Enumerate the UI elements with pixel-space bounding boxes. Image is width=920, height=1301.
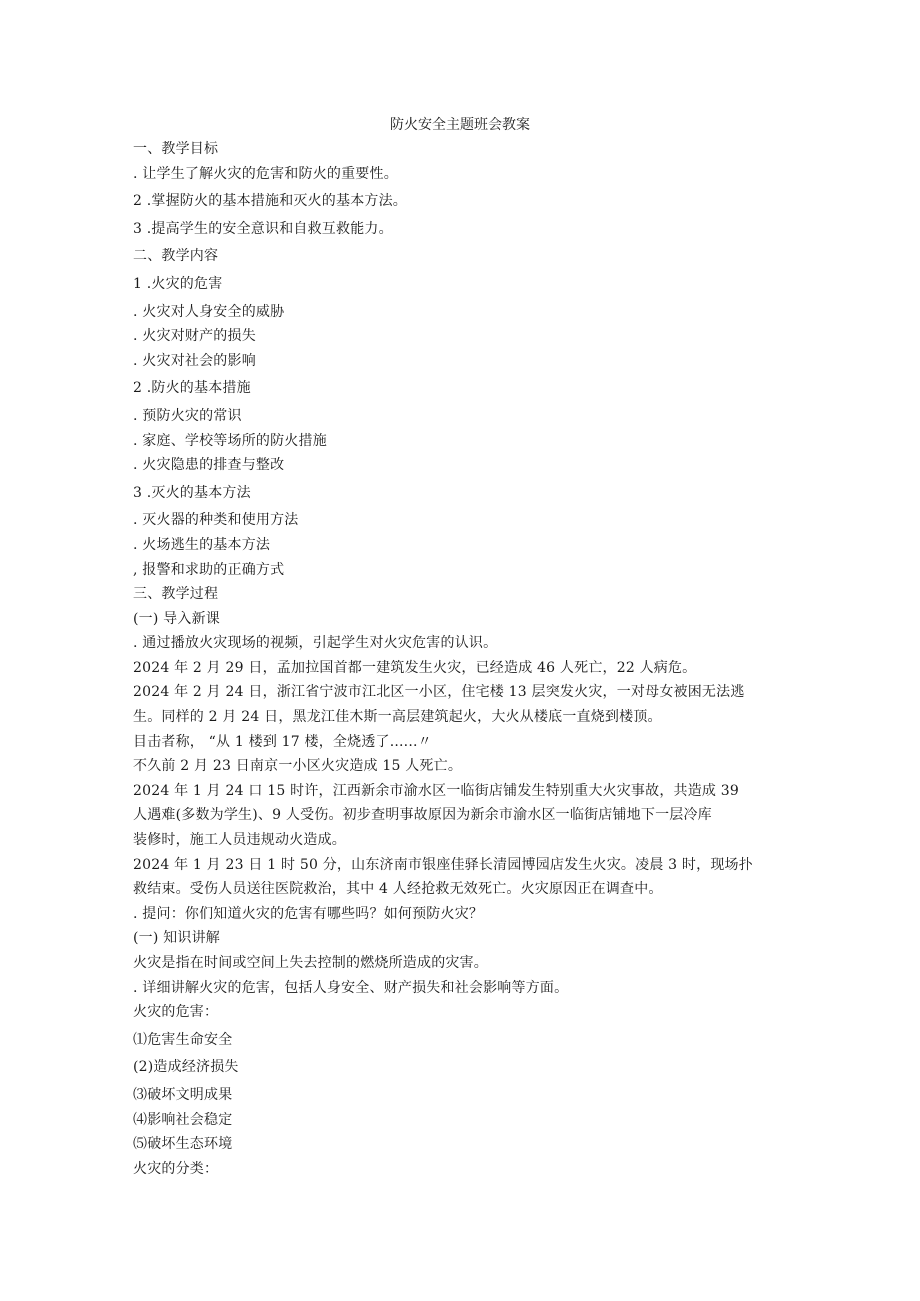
paragraph-line: . 提问：你们知道火灾的危害有哪些吗？如何预防火灾？ (133, 905, 484, 922)
objective-item: 2 .掌握防火的基本措施和灭火的基本方法。 (133, 193, 408, 210)
paragraph-line: 不久前 2 月 23 日南京一小区火灾造成 15 人死亡。 (133, 758, 463, 775)
paragraph-line: . 详细讲解火灾的危害，包括人身安全、财产损失和社会影响等方面。 (133, 979, 569, 996)
hazard-item: ⑴危害生命安全 (133, 1031, 233, 1048)
paragraph-line: 2024 年 1 月 24 口 15 时许，江西新余市渝水区一临街店铺发生特别重大火灾事故，共造成 39 (133, 782, 739, 799)
content-item: . 火灾对人身安全的威胁 (133, 303, 285, 320)
paragraph-line: 救结束。受伤人员送往医院救治，其中 4 人经抢救无效死亡。火灾原因正在调查中。 (133, 881, 663, 898)
content-item: . 火灾隐患的排查与整改 (133, 457, 285, 474)
content-item: . 火场逃生的基本方法 (133, 536, 271, 553)
content-item: . 灭火器的种类和使用方法 (133, 512, 299, 529)
content-item: . 家庭、学校等场所的防火措施 (133, 432, 327, 449)
document-title: 防火安全主题班会教案 (390, 117, 530, 133)
objective-item: 3 .提高学生的安全意识和自救互救能力。 (133, 220, 393, 237)
hazard-item: ⑸破坏生态环境 (133, 1136, 233, 1153)
content-item: . 预防火灾的常识 (133, 407, 242, 424)
content-item: , 报警和求助的正确方式 (133, 561, 285, 578)
hazard-item: ⑷影响社会稳定 (133, 1111, 233, 1128)
document-body (133, 137, 783, 1181)
section-heading-objectives: 一、教学目标 (133, 141, 219, 157)
paragraph-line: 装修时，施工人员违规动火造成。 (133, 832, 346, 849)
hazard-item: (2)造成经济损失 (133, 1059, 239, 1076)
paragraph-line: 人遇难(多数为学生)、9 人受伤。初步查明事故原因为新余市渝水区一临街店铺地下一层冷库 (133, 807, 712, 824)
paragraph-line: 火灾的危害： (133, 1004, 219, 1021)
hazard-item: ⑶破坏文明成果 (133, 1086, 233, 1103)
content-subheading: 3 .灭火的基本方法 (133, 484, 251, 501)
content-subheading: 1 .火灾的危害 (133, 275, 223, 292)
content-subheading: 2 .防火的基本措施 (133, 380, 251, 397)
paragraph-line: 2024 年 1 月 23 日 1 时 50 分，山东济南市银座佳驿长清园博园店发生火灾。凌晨 3 时，现场扑 (133, 856, 753, 873)
process-subheading: (一) 知识讲解 (133, 930, 220, 947)
paragraph-line: . 通过播放火灾现场的视频，引起学生对火灾危害的认识。 (133, 635, 498, 652)
process-subheading: (一) 导入新课 (133, 610, 220, 627)
paragraph-line: 2024 年 2 月 24 日，浙江省宁波市江北区一小区，住宅楼 13 层突发火灾，一对母女被困无法逃 (133, 684, 745, 701)
paragraph-line: 生。同样的 2 月 24 日，黑龙江佳木斯一高层建筑起火，大火从楼底一直烧到楼顶。 (133, 709, 662, 726)
paragraph-line: 2024 年 2 月 29 日，孟加拉国首都一建筑发生火灾，已经造成 46 人死亡，22 人病危。 (133, 659, 697, 676)
content-item: . 火灾对社会的影响 (133, 352, 256, 369)
section-heading-content: 二、教学内容 (133, 248, 219, 265)
paragraph-line: 火灾是指在时间或空间上失去控制的燃烧所造成的灾害。 (133, 955, 488, 971)
content-item: . 火灾对财产的损失 (133, 328, 256, 345)
section-heading-process: 三、教学过程 (133, 586, 219, 603)
paragraph-line: 目击者称， “从 1 楼到 17 楼，全烧透了......〃 (133, 733, 432, 750)
paragraph-line: 火灾的分类： (133, 1160, 219, 1177)
objective-item: . 让学生了解火灾的危害和防火的重要性。 (133, 165, 398, 182)
